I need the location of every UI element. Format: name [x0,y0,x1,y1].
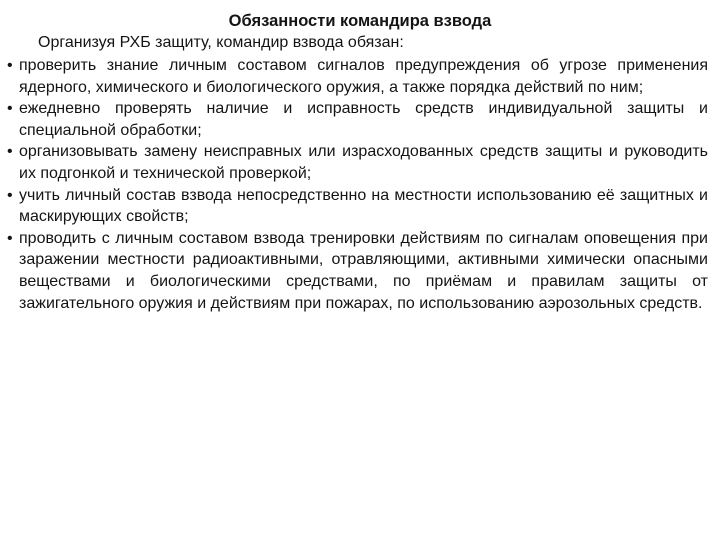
list-item-text: ежедневно проверять наличие и исправность средств индивидуальной защиты и специальной обработки; [19,100,708,139]
duties-list [0,55,720,314]
list-item-text: проверить знание личным составом сигналов предупреждения об угрозе применения ядерного, химического и биологического оружия, а также порядка действий по ним; [19,57,708,96]
bullet-icon: • [7,143,13,161]
bullet-icon: • [7,100,13,118]
list-item [0,98,720,141]
intro-text: Организуя РХБ защиту, командир взвода обязан: [38,34,404,51]
list-item-text: учить личный состав взвода непосредственно на местности использованию её защитных и маскирующих свойств; [19,186,708,226]
bullet-icon: • [7,186,13,204]
list-item [0,141,720,184]
bullet-icon: • [7,57,13,74]
list-item [0,55,720,98]
page-title: Обязанности командира взвода [228,12,492,30]
list-item-text: организовывать замену неисправных или израсходованных средств защиты и руководить их подгонкой и технической проверкой; [19,143,708,182]
bullet-icon: • [7,229,13,247]
list-item [0,228,720,314]
list-item [0,185,720,228]
list-item-text: проводить с личным составом взвода тренировки действиям по сигналам оповещения при заражении местности радиоактивными, отравляющими, активными химически опасными веществами и биологическими средствами, по приёмам и правилам защиты от зажигательного оружия и действиям при пожарах, по использованию аэрозольных средств. [19,229,708,312]
